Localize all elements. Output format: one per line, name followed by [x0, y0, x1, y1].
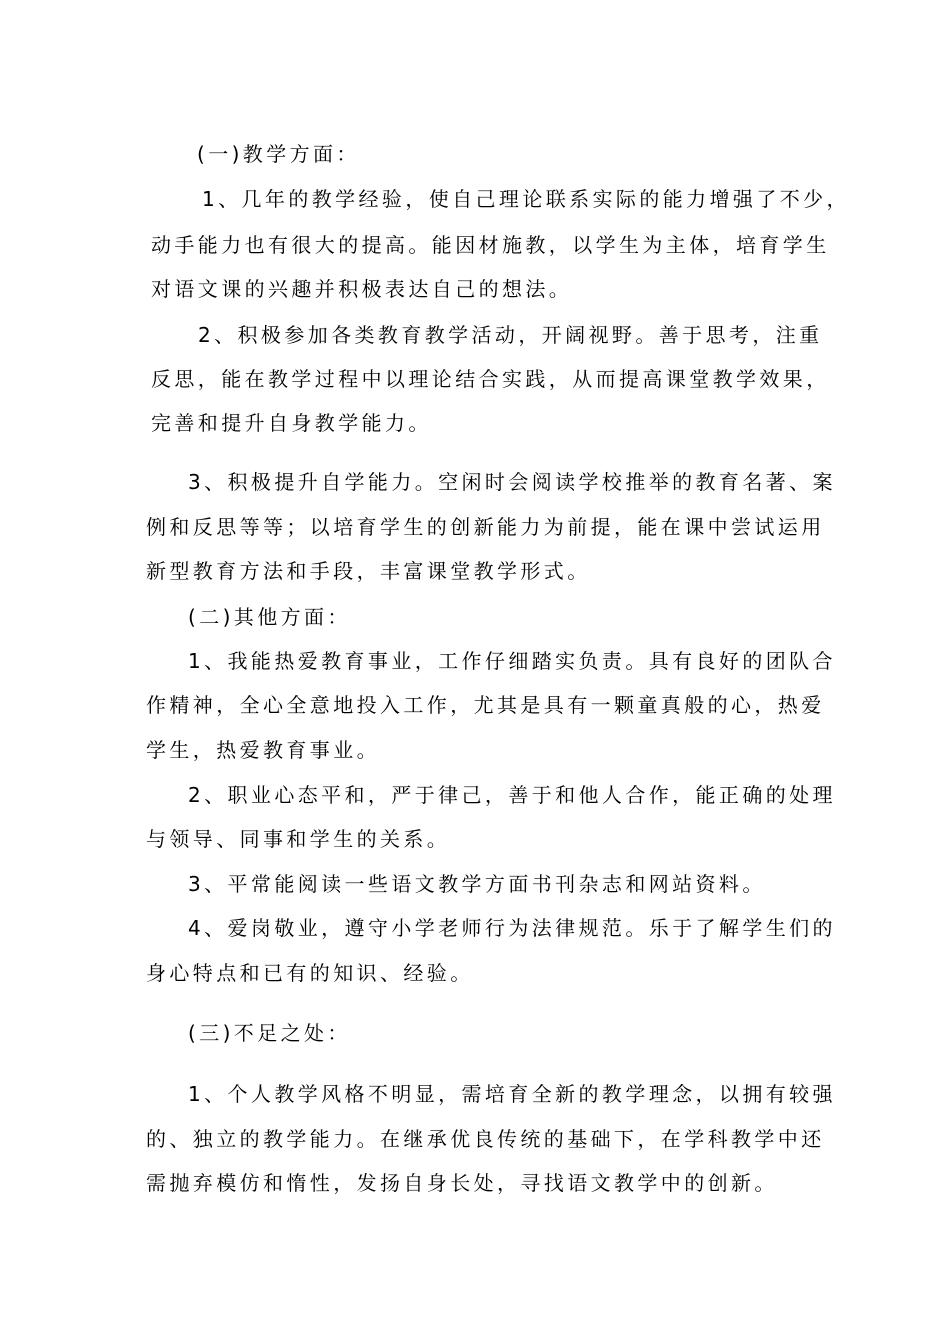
- paragraph-line: 完善和提升自身教学能力。: [151, 411, 432, 435]
- paragraph-line: 反思，能在教学过程中以理论结合实践，从而提高课堂教学效果，: [151, 367, 830, 391]
- paragraph-line: 的、独立的教学能力。在继承优良传统的基础下，在学科教学中还: [146, 1127, 825, 1151]
- paragraph-line: 需抛弃模仿和惰性，发扬自身长处，寻找语文教学中的创新。: [146, 1171, 778, 1195]
- paragraph-line: 1、个人教学风格不明显，需培育全新的教学理念，以拥有较强: [188, 1082, 836, 1106]
- paragraph-line: 1、我能热爱教育事业，工作仔细踏实负责。具有良好的团队合: [188, 649, 836, 673]
- paragraph-line: 学生，热爱教育事业。: [146, 738, 380, 762]
- paragraph-line: 例和反思等等；以培育学生的创新能力为前提，能在课中尝试运用: [146, 515, 825, 539]
- paragraph-line: 3、平常能阅读一些语文教学方面书刊杂志和网站资料。: [188, 872, 766, 896]
- paragraph-line: 1、几年的教学经验，使自己理论联系实际的能力增强了不少，: [202, 187, 850, 211]
- paragraph-line: 作精神，全心全意地投入工作，尤其是具有一颗童真般的心，热爱: [146, 693, 825, 717]
- paragraph-line: 3、积极提升自学能力。空闲时会阅读学校推举的教育名著、案: [188, 470, 836, 494]
- paragraph-line: 新型教育方法和手段，丰富课堂教学形式。: [146, 559, 591, 583]
- paragraph-line: 2、积极参加各类教育教学活动，开阔视野。善于思考，注重: [198, 323, 823, 347]
- section-heading-shortcomings: (三)不足之处：: [188, 1021, 351, 1045]
- paragraph-line: 身心特点和已有的知识、经验。: [146, 961, 474, 985]
- paragraph-line: 动手能力也有很大的提高。能因材施教，以学生为主体，培育学生: [151, 233, 830, 257]
- section-heading-other: (二)其他方面：: [188, 605, 351, 629]
- paragraph-line: 4、爱岗敬业，遵守小学老师行为法律规范。乐于了解学生们的: [188, 916, 836, 940]
- paragraph-line: 2、职业心态平和，严于律己，善于和他人合作，能正确的处理: [188, 783, 836, 807]
- paragraph-line: 对语文课的兴趣并积极表达自己的想法。: [151, 277, 573, 301]
- paragraph-line: 与领导、同事和学生的关系。: [146, 827, 451, 851]
- section-heading-teaching: (一)教学方面：: [197, 142, 360, 166]
